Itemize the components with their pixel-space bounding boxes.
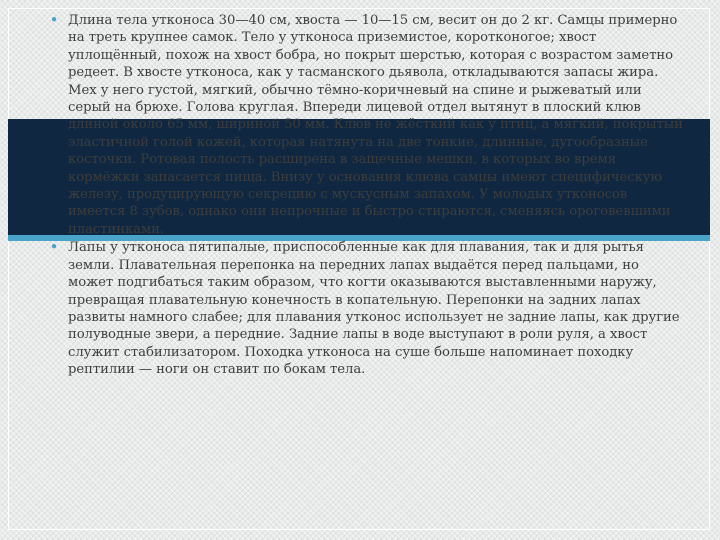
bullet-text: Длина тела утконоса 30—40 см, хвоста — 10—15 см, весит он до 2 кг. Самцы примерно на треть крупнее самок. Тело у утконоса приземистое, коротконогое; хвост уплощённый, похож на хвост бобра, но покрыт шерстью, которая с возрастом заметно редеет. В хвосте утконоса, как у тасманского дьявола, откладываются запасы жира. Мех у него густой, мягкий, обычно тёмно-коричневый на спине и рыжеватый или серый на брюхе. Голова круглая. Впереди лицевой отдел вытянут в плоский клюв длиной около 65 мм, шириной 50 мм. Клюв не жёсткий как у птиц, а мягкий, покрытый эластичной голой кожей, которая натянута на две тонкие, длинные, дугообразные косточки. Ротовая полость расширена в защечные мешки, в которых во время кормёжки запасается пища. Внизу у основания клюва самцы имеют специфическую железу, продуцирующую секрецию с мускусным запахом. У молодых утконосов имеется 8 зубов, однако они непрочные и быстро стираются, сменяясь ороговевшими пластинками. [68, 13, 683, 237]
bullet-icon: • [49, 238, 59, 257]
bullet-item-legs [48, 239, 684, 378]
bullet-icon: • [49, 11, 59, 29]
bullet-text: Лапы у утконоса пятипалые, приспособленные как для плавания, так и для рытья земли. Плавательная перепонка на передних лапах выдаётся перед пальцами, но может подгибаться таким образом, что когти оказываются выставленными наружу, превращая плавательную конечность в копательную. Перепонки на задних лапах развиты намного слабее; для плавания утконос использует не задние лапы, как другие полуводные звери, а передние. Задние лапы в воде выступают в роли руля, а хвост служит стабилизатором. Походка утконоса на суше больше напоминает походку рептилии — ноги он ставит по бокам тела. [68, 240, 680, 378]
bullet-list [48, 12, 684, 380]
bullet-item-body [48, 12, 684, 238]
